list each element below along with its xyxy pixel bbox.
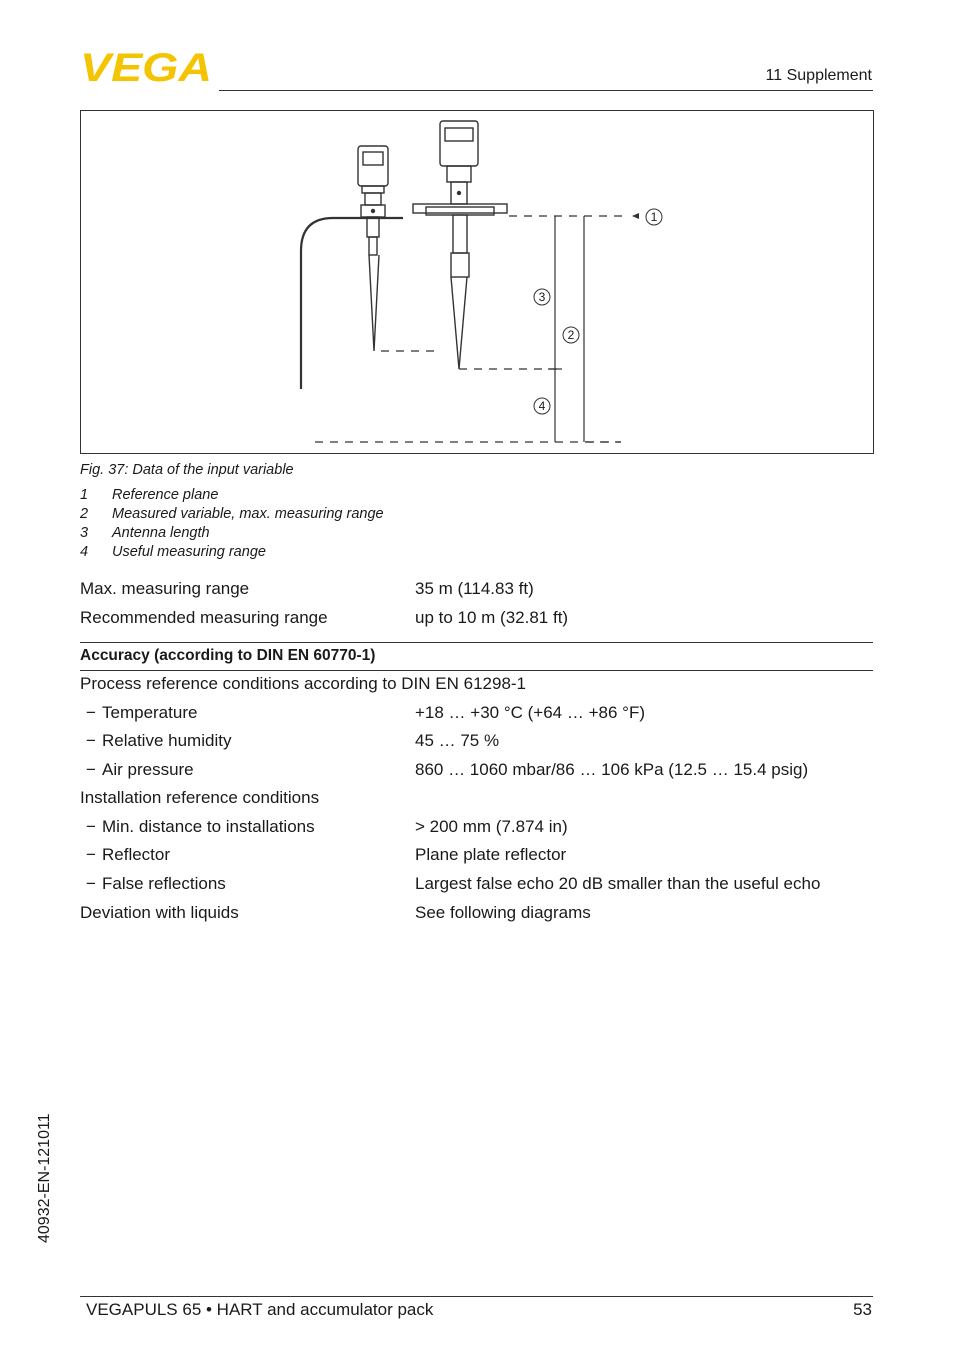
legend-item: 1 Reference plane [80, 487, 219, 503]
antenna-diagram [81, 111, 873, 453]
figure-legend [80, 487, 384, 563]
figure-frame [80, 110, 874, 454]
figure-caption: Fig. 37: Data of the input variable [80, 462, 294, 478]
logo-text: VEGA [80, 50, 212, 84]
legend-item: 4 Useful measuring range [80, 544, 266, 560]
header-rule [219, 90, 873, 91]
document-number: 40932-EN-121011 [36, 1113, 53, 1243]
callout-1: 1 [650, 210, 658, 224]
accuracy-heading: Accuracy (according to DIN EN 60770-1) [80, 647, 376, 664]
legend-item: 2 Measured variable, max. measuring range [80, 506, 384, 522]
legend-item: 3 Antenna length [80, 525, 210, 541]
table-rule [80, 670, 873, 671]
callout-2: 2 [567, 328, 575, 342]
table-rule [80, 642, 873, 643]
footer-title: VEGAPULS 65 • HART and accumulator pack [86, 1300, 434, 1319]
callout-3: 3 [538, 290, 546, 304]
callout-4: 4 [538, 399, 546, 413]
section-title: 11 Supplement [765, 67, 872, 84]
vega-logo [80, 50, 214, 84]
page-number: 53 [853, 1300, 872, 1319]
footer-rule [80, 1296, 873, 1297]
